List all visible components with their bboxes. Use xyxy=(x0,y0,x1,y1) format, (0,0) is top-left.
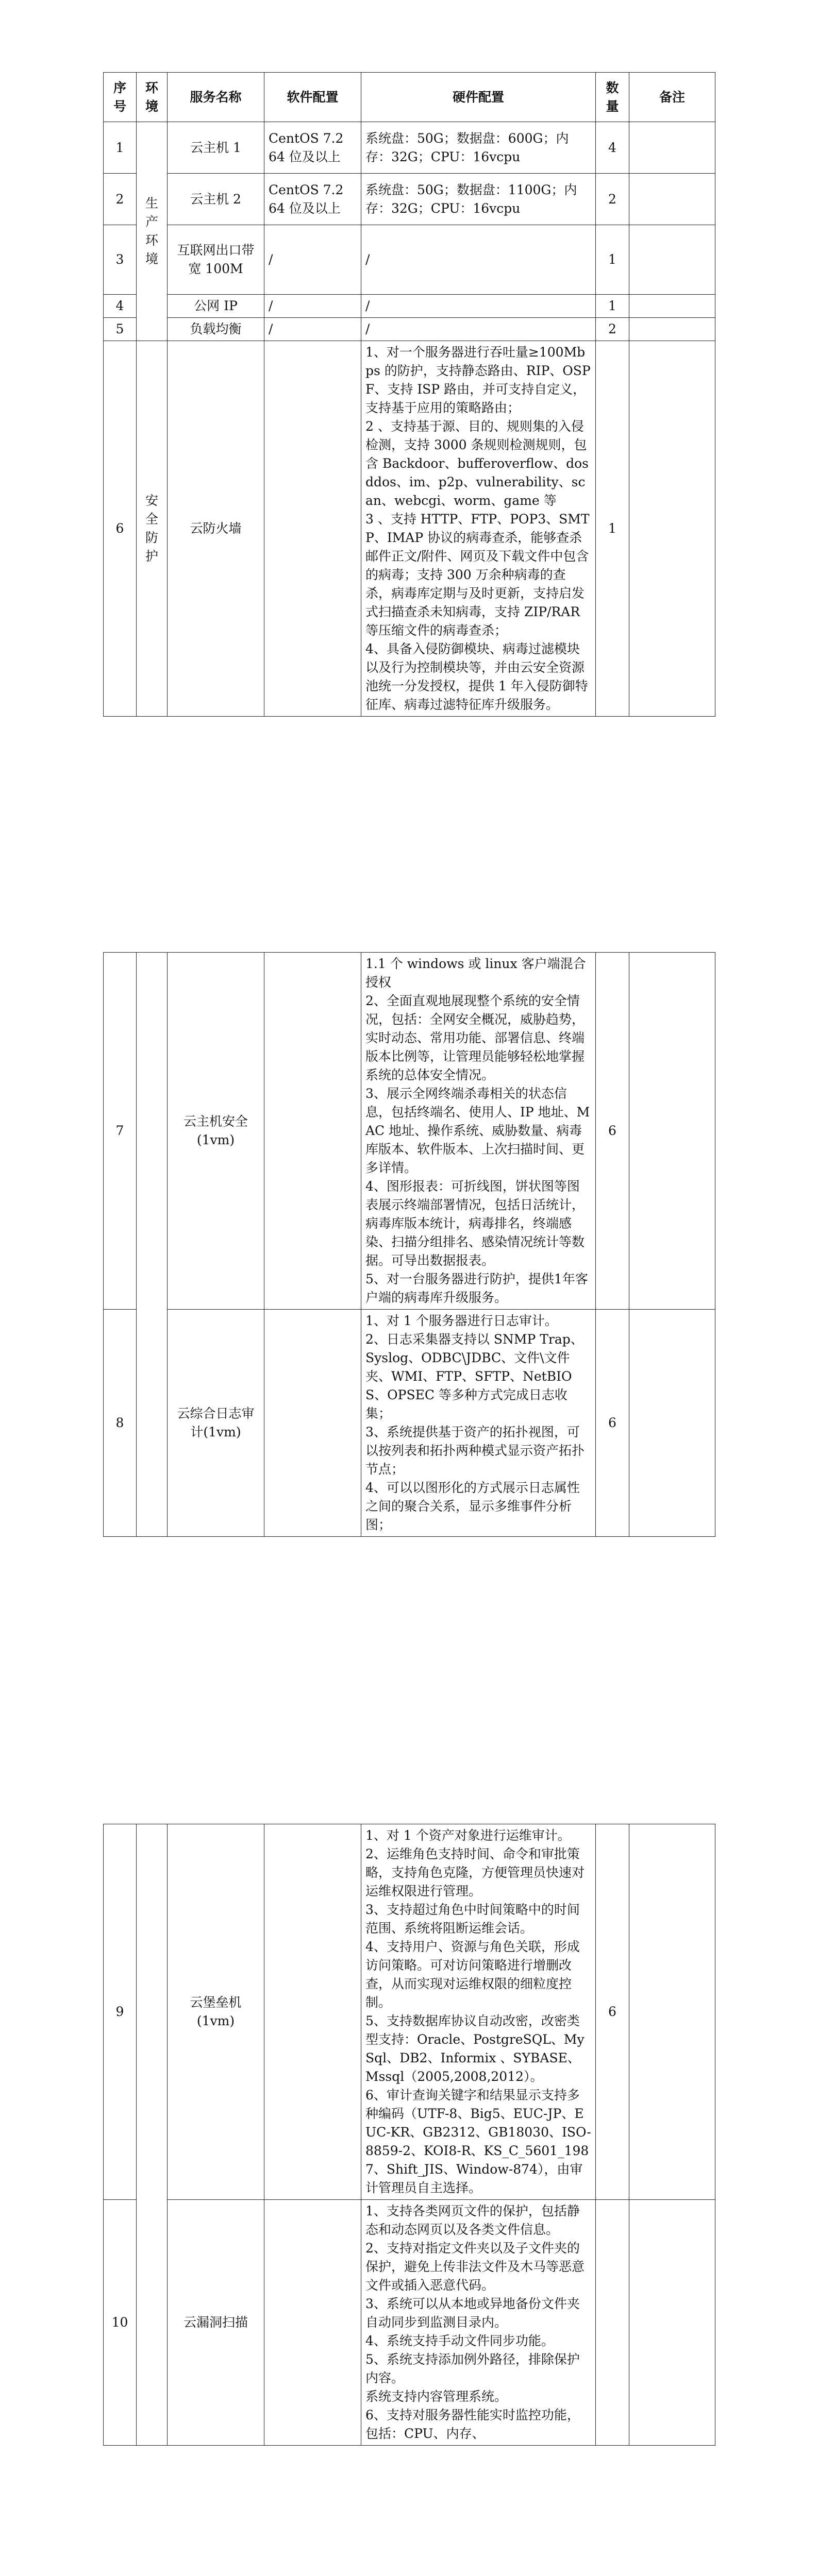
row-no: 2 xyxy=(104,174,137,225)
row-hardware: 系统盘：50G；数据盘：600G；内存：32G；CPU：16vcpu xyxy=(361,122,596,174)
table-row xyxy=(104,295,715,318)
row-remark xyxy=(629,174,715,225)
row-qty: 1 xyxy=(596,295,629,318)
row-remark xyxy=(629,2200,715,2446)
row-software: / xyxy=(264,295,361,318)
row-software xyxy=(264,2200,361,2446)
row-hardware: / xyxy=(361,318,596,341)
header-service: 服务名称 xyxy=(168,73,264,122)
row-service: 互联网出口带宽 100M xyxy=(168,225,264,295)
row-no: 6 xyxy=(104,341,137,717)
row-software: CentOS 7.2 64 位及以上 xyxy=(264,174,361,225)
row-remark xyxy=(629,953,715,1310)
row-service: 云漏洞扫描 xyxy=(168,2200,264,2446)
table-row xyxy=(104,122,715,174)
header-env: 环境 xyxy=(137,73,168,122)
row-qty xyxy=(596,2200,629,2446)
row-software xyxy=(264,1310,361,1537)
row-hardware: 1、对 1 个资产对象进行运维审计。 2、运维角色支持时间、命令和审批策略，支持角色克隆，方便管理员快速对运维权限进行管理。 3、支持超过角色中时间策略中的时间范围、系统将阻断运维会话。 4、支持用户、资源与角色关联，形成访问策略。可对访问策略进行增删改查，从而实现对运维权限的细粒度控制。 5、支持数据库协议自动改密，改密类型支持：Oracle、PostgreSQL、MySql、DB2、Informix 、SYBASE、Mssql（2005,2008,2012）。 6、审计查询关键字和结果显示支持多种编码（UTF-8、Big5、EUC-JP、EUC-KR、GB2312、GB18030、ISO-8859-2、KOI8-R、KS_C_5601_1987、Shift_JIS、Window-874），由审计管理员自主选择。 xyxy=(361,1824,596,2200)
header-no: 序号 xyxy=(104,73,137,122)
row-qty: 6 xyxy=(596,1310,629,1537)
row-remark xyxy=(629,318,715,341)
row-hardware: 1、对 1 个服务器进行日志审计。 2、日志采集器支持以 SNMP Trap、Syslog、ODBC\JDBC、文件\文件夹、WMI、FTP、SFTP、NetBIOS、OPSEC 等多种方式完成日志收集； 3、系统提供基于资产的拓扑视图，可以按列表和拓扑两种模式显示资产拓扑节点； 4、可以以图形化的方式展示日志属性之间的聚合关系，显示多维事件分析图； xyxy=(361,1310,596,1537)
table-row xyxy=(104,2200,715,2446)
row-qty: 2 xyxy=(596,174,629,225)
env-production: 生产环境 xyxy=(137,122,168,341)
config-table-page-3 xyxy=(103,1824,715,2446)
row-remark xyxy=(629,1824,715,2200)
row-remark xyxy=(629,122,715,174)
config-table-page-1 xyxy=(103,72,715,717)
table-row xyxy=(104,341,715,717)
row-no: 4 xyxy=(104,295,137,318)
row-service: 云主机安全(1vm) xyxy=(168,953,264,1310)
row-remark xyxy=(629,295,715,318)
row-software xyxy=(264,953,361,1310)
row-qty: 6 xyxy=(596,953,629,1310)
row-software: / xyxy=(264,225,361,295)
row-no: 8 xyxy=(104,1310,137,1537)
row-no: 9 xyxy=(104,1824,137,2200)
row-software: CentOS 7.2 64 位及以上 xyxy=(264,122,361,174)
row-remark xyxy=(629,1310,715,1537)
row-no: 10 xyxy=(104,2200,137,2446)
row-service: 云防火墙 xyxy=(168,341,264,717)
row-remark xyxy=(629,225,715,295)
row-qty: 2 xyxy=(596,318,629,341)
header-remark: 备注 xyxy=(629,73,715,122)
row-hardware: 1、对一个服务器进行吞吐量≥100Mbps 的防护，支持静态路由、RIP、OSPF、支持 ISP 路由，并可支持自定义，支持基于应用的策略路由； 2 、支持基于源、目的、规则集的入侵检测，支持 3000 条规则检测规则，包含 Backdoor、bufferoverflow、dosddos、im、p2p、vulnerability、scan、webcgi、worm、game 等 3 、支持 HTTP、FTP、POP3、SMTP、IMAP 协议的病毒查杀，能够查杀邮件正文/附件、网页及下载文件中包含的病毒；支持 300 万余种病毒的查杀，病毒库定期与及时更新，支持启发式扫描查杀未知病毒，支持 ZIP/RAR 等压缩文件的病毒查杀； 4、具备入侵防御模块、病毒过滤模块以及行为控制模块等，并由云安全资源池统一分发授权，提供 1 年入侵防御特征库、病毒过滤特征库升级服务。 xyxy=(361,341,596,717)
table-row xyxy=(104,953,715,1310)
table-header-row xyxy=(104,73,715,122)
header-software: 软件配置 xyxy=(264,73,361,122)
table-row xyxy=(104,1824,715,2200)
config-table-page-2 xyxy=(103,952,715,1537)
row-no: 7 xyxy=(104,953,137,1310)
row-software xyxy=(264,341,361,717)
row-no: 5 xyxy=(104,318,137,341)
row-service: 云综合日志审计(1vm) xyxy=(168,1310,264,1537)
row-qty: 6 xyxy=(596,1824,629,2200)
row-qty: 1 xyxy=(596,225,629,295)
table-row xyxy=(104,1310,715,1537)
table-row xyxy=(104,174,715,225)
row-remark xyxy=(629,341,715,717)
header-hardware: 硬件配置 xyxy=(361,73,596,122)
row-service: 云堡垒机(1vm) xyxy=(168,1824,264,2200)
row-software xyxy=(264,1824,361,2200)
row-service: 负载均衡 xyxy=(168,318,264,341)
table-row xyxy=(104,318,715,341)
table-row xyxy=(104,225,715,295)
row-no: 3 xyxy=(104,225,137,295)
row-no: 1 xyxy=(104,122,137,174)
row-service: 云主机 2 xyxy=(168,174,264,225)
row-qty: 4 xyxy=(596,122,629,174)
row-hardware: 系统盘：50G；数据盘：1100G；内存：32G；CPU：16vcpu xyxy=(361,174,596,225)
row-service: 云主机 1 xyxy=(168,122,264,174)
env-security: 安全防护 xyxy=(137,341,168,717)
row-hardware: / xyxy=(361,225,596,295)
row-hardware: / xyxy=(361,295,596,318)
row-qty: 1 xyxy=(596,341,629,717)
env-cell xyxy=(137,953,168,1537)
row-hardware: 1、支持各类网页文件的保护，包括静态和动态网页以及各类文件信息。 2、支持对指定文件夹以及子文件夹的保护，避免上传非法文件及木马等恶意文件或插入恶意代码。 3、系统可以从本地或异地备份文件夹自动同步到监测目录内。 4、系统支持手动文件同步功能。 5、系统支持添加例外路径，排除保护内容。 系统支持内容管理系统。 6、支持对服务器性能实时监控功能，包括：CPU、内存、 xyxy=(361,2200,596,2446)
row-hardware: 1.1 个 windows 或 linux 客户端混合授权 2、全面直观地展现整个系统的安全情况，包括：全网安全概况，威胁趋势，实时动态、常用功能、部署信息、终端版本比例等，让管理员能够轻松地掌握系统的总体安全情况。 3、展示全网终端杀毒相关的状态信息，包括终端名、使用人、IP 地址、MAC 地址、操作系统、威胁数量、病毒库版本、软件版本、上次扫描时间、更多详情。 4、图形报表：可折线图，饼状图等图表展示终端部署情况，包括日活统计，病毒库版本统计，病毒排名，终端感染、扫描分组排名、感染情况统计等数据。可导出数据报表。 5、对一台服务器进行防护，提供1年客户端的病毒库升级服务。 xyxy=(361,953,596,1310)
row-service: 公网 IP xyxy=(168,295,264,318)
env-cell xyxy=(137,1824,168,2446)
row-software: / xyxy=(264,318,361,341)
header-qty: 数量 xyxy=(596,73,629,122)
